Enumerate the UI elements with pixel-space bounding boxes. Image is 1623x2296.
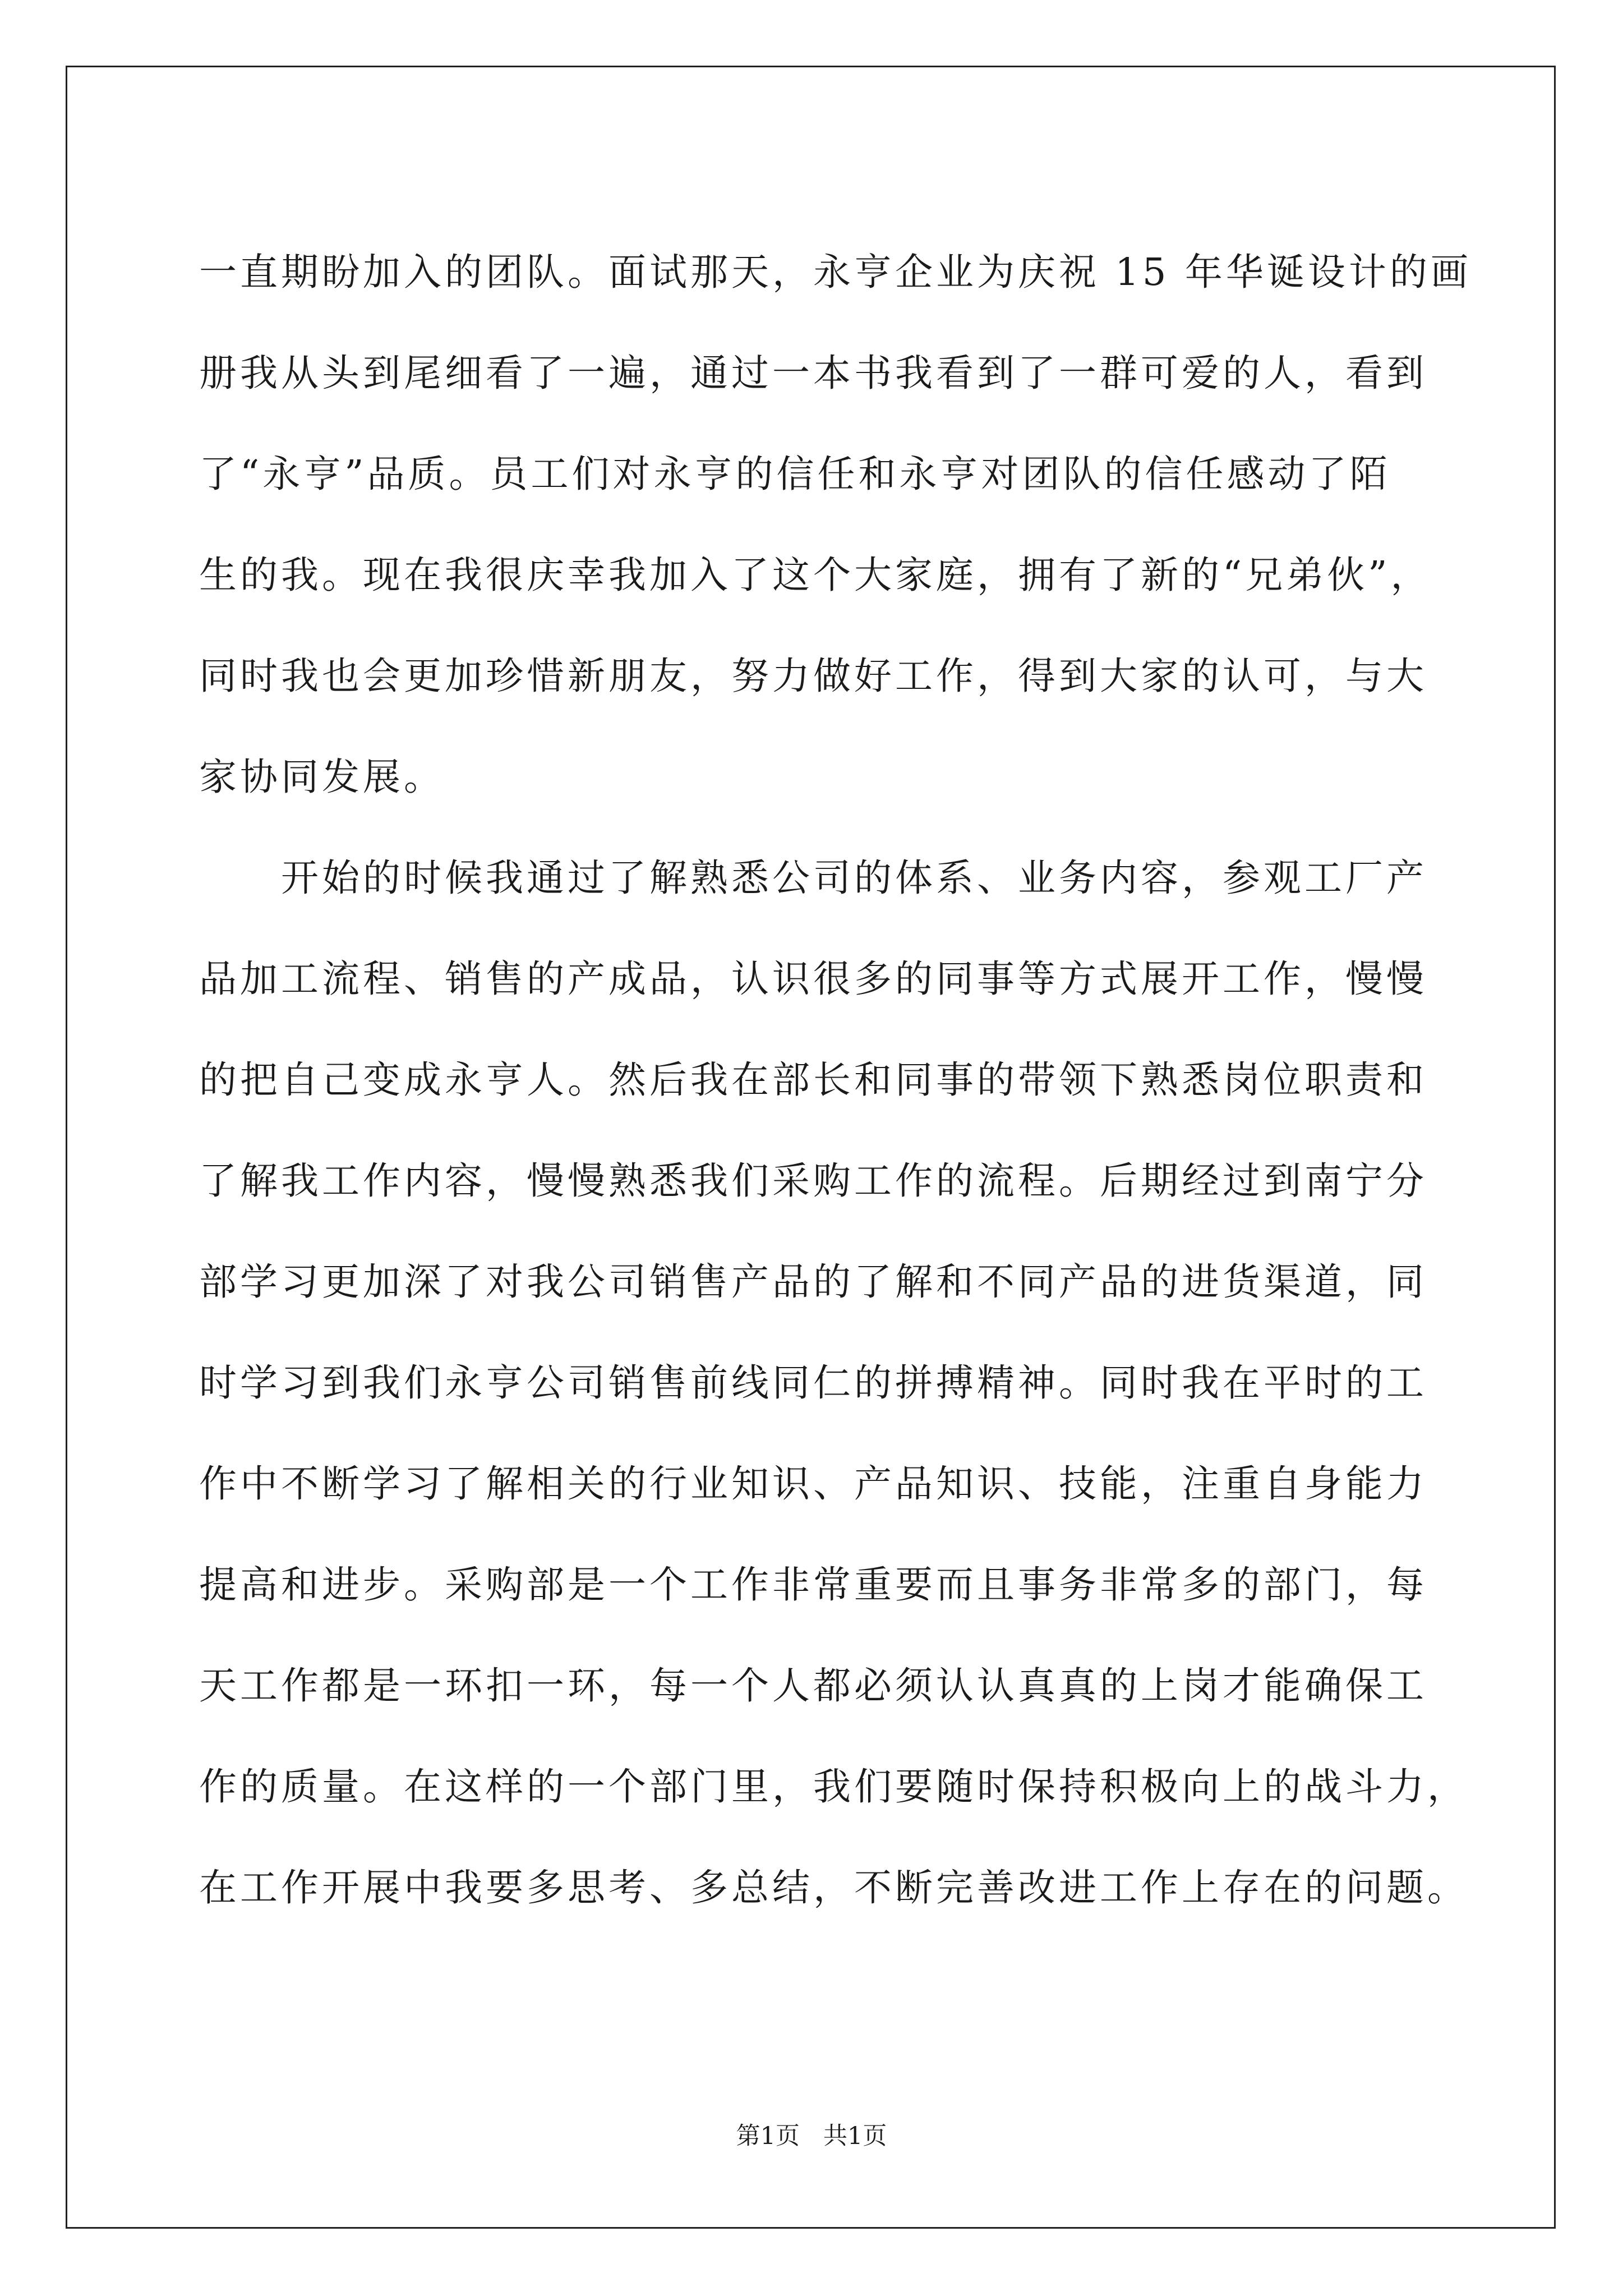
text-line: 天工作都是一环扣一环，每一个人都必须认认真真的上岗才能确保工 [199,1664,1427,1708]
text-line: 家协同发展。 [199,755,445,799]
text-line: 册我从头到尾细看了一遍，通过一本书我看到了一群可爱的人，看到 [199,351,1427,395]
text-line: 作的质量。在这样的一个部门里，我们要随时保持积极向上的战斗力， [199,1765,1468,1809]
text-line: 在工作开展中我要多思考、多总结，不断完善改进工作上存在的问题。 [199,1866,1468,1910]
body-text [199,222,1472,1938]
page-footer [0,2117,1623,2151]
text-line: 同时我也会更加珍惜新朋友，努力做好工作，得到大家的认可，与大 [199,654,1427,698]
paragraph-first-line: 开始的时候我通过了解熟悉公司的体系、业务内容，参观工厂产 [281,856,1427,900]
text-line: 了“永亨”品质。员工们对永亨的信任和永亨对团队的信任感动了陌 [199,452,1391,496]
text-line: 生的我。现在我很庆幸我加入了这个大家庭，拥有了新的“兄弟伙”， [199,553,1432,597]
page-total: 共1页 [823,2122,887,2150]
text-line: 一直期盼加入的团队。面试那天，永亨企业为庆祝 15 年华诞设计的画 [199,250,1472,294]
text-line: 了解我工作内容，慢慢熟悉我们采购工作的流程。后期经过到南宁分 [199,1159,1427,1203]
text-line: 作中不断学习了解相关的行业知识、产品知识、技能，注重自身能力 [199,1462,1427,1506]
text-line: 品加工流程、销售的产成品，认识很多的同事等方式展开工作，慢慢 [199,957,1427,1001]
text-line: 提高和进步。采购部是一个工作非常重要而且事务非常多的部门，每 [199,1563,1427,1607]
text-line: 部学习更加深了对我公司销售产品的了解和不同产品的进货渠道，同 [199,1260,1427,1304]
text-line: 时学习到我们永亨公司销售前线同仁的拼搏精神。同时我在平时的工 [199,1361,1427,1405]
page-number: 第1页 [736,2122,800,2150]
text-line: 的把自己变成永亨人。然后我在部长和同事的带领下熟悉岗位职责和 [199,1058,1427,1102]
